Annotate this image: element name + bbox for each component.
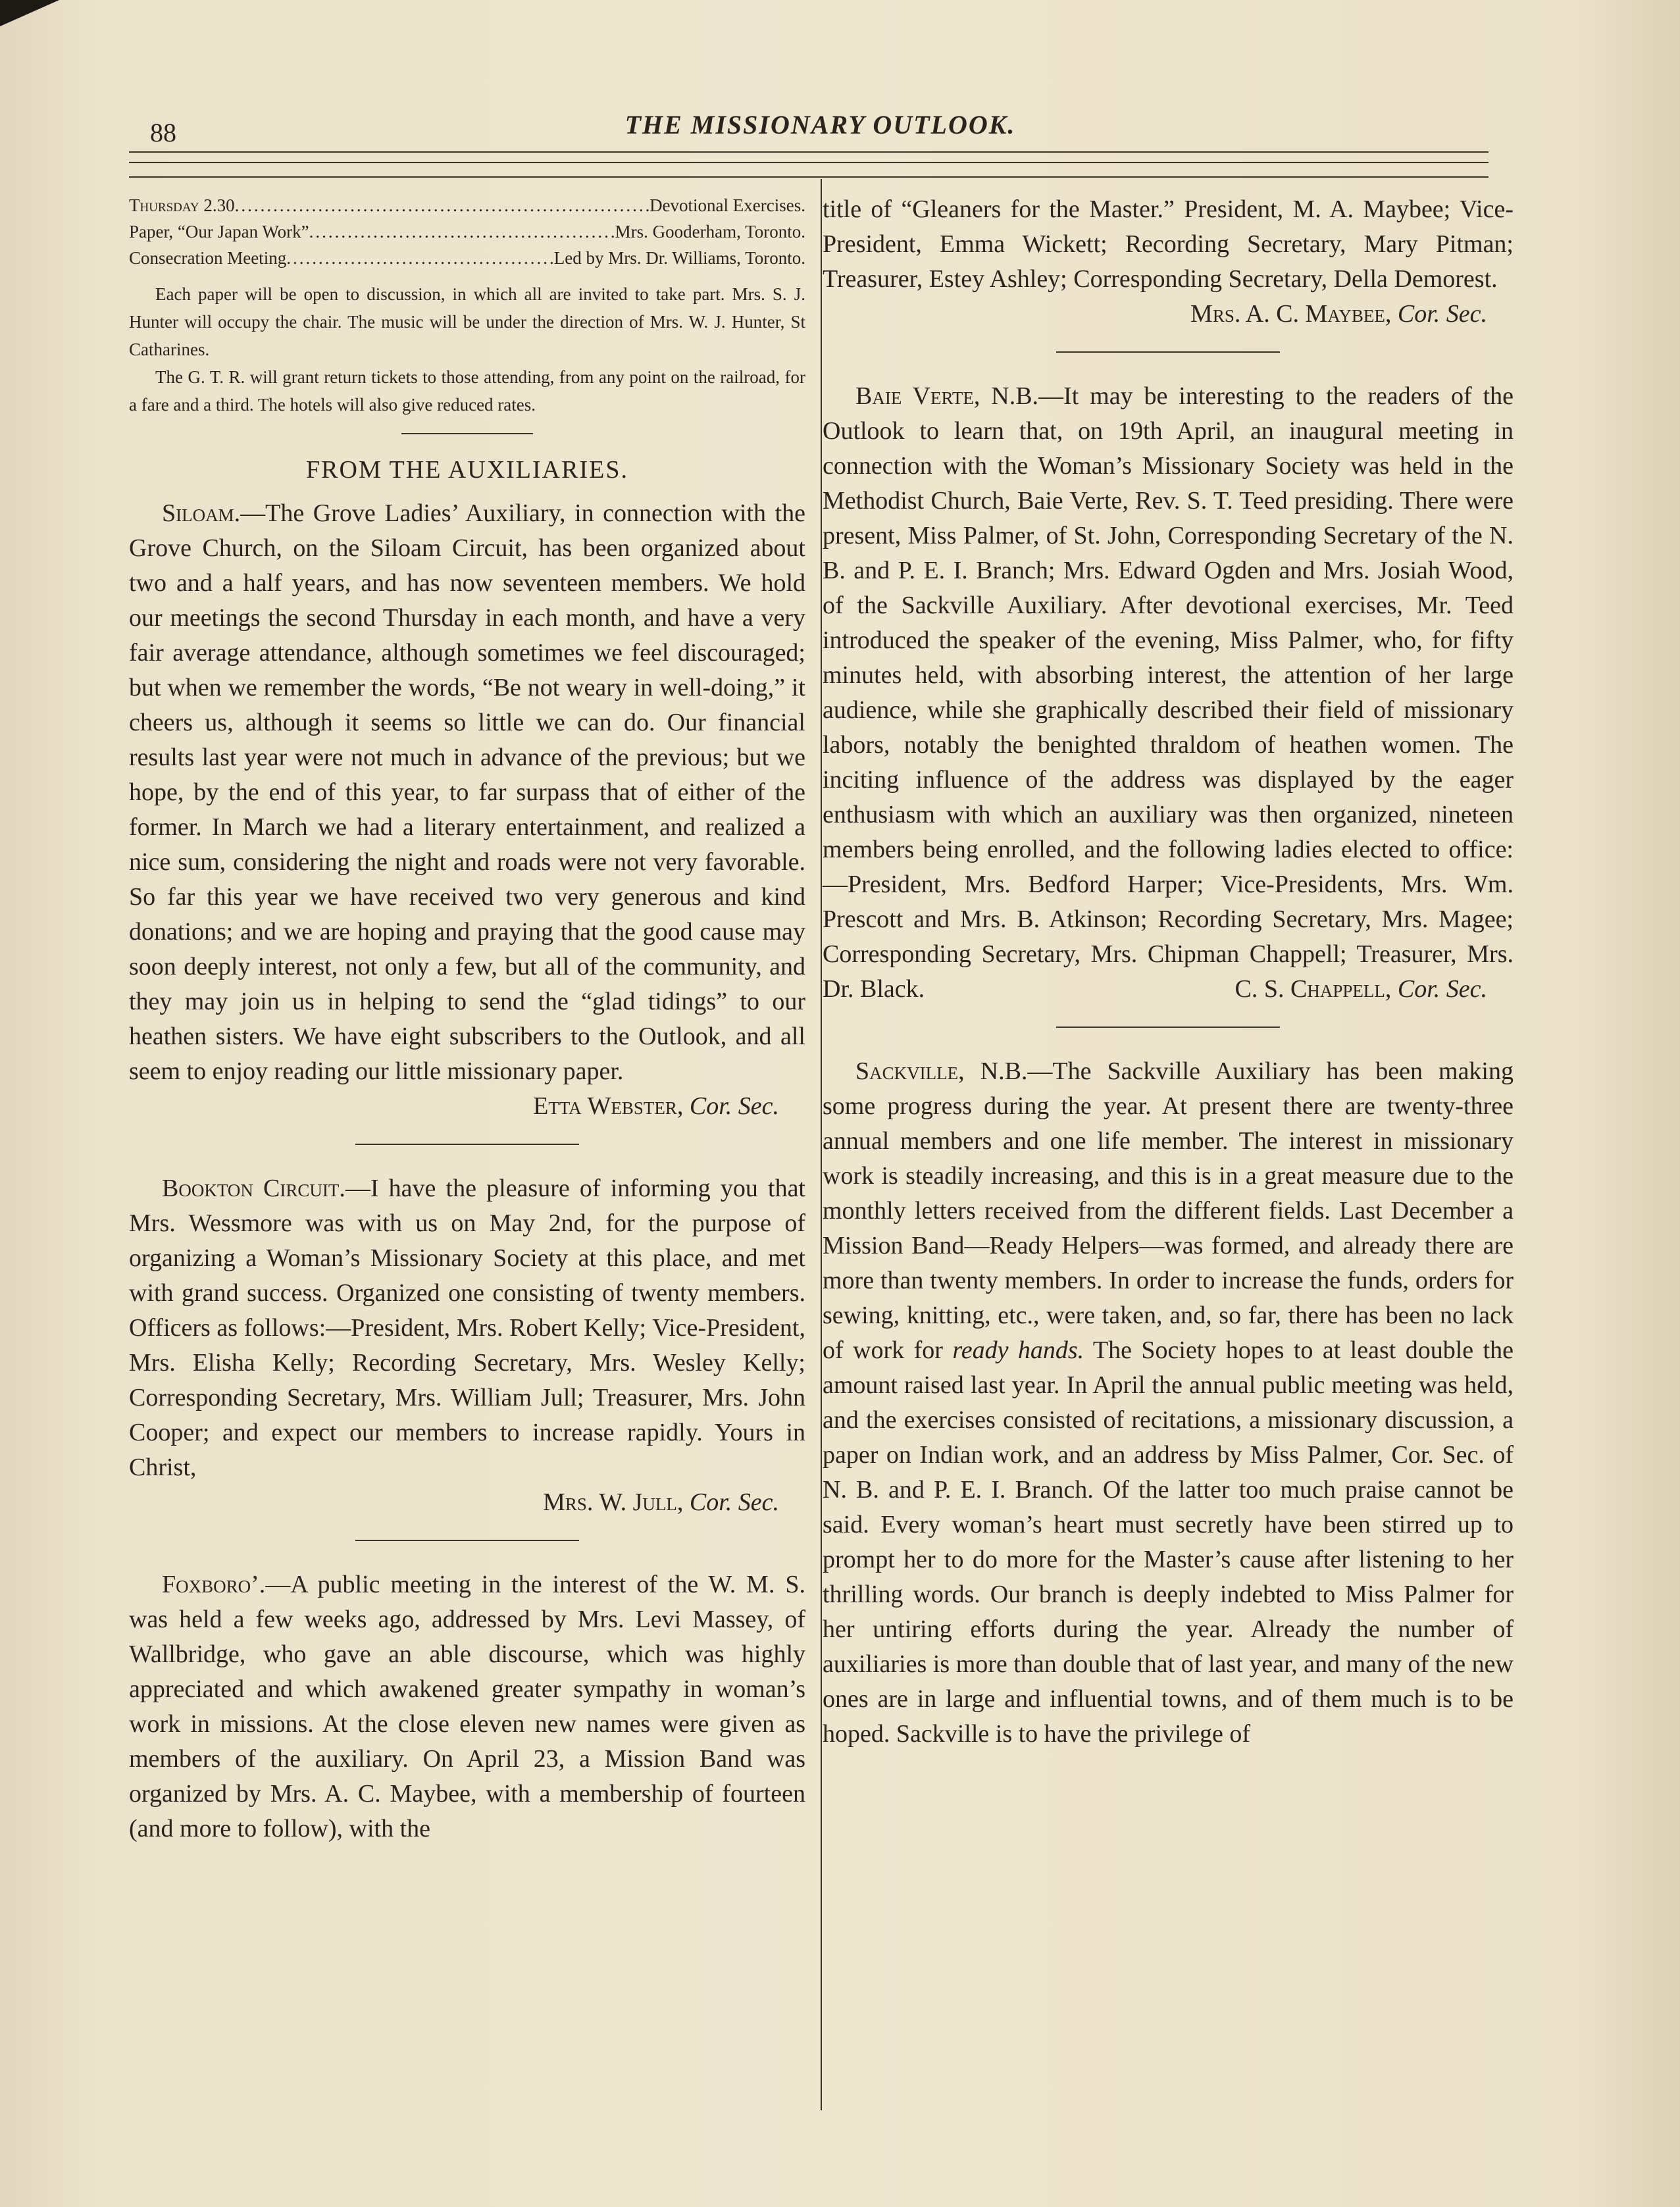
signature-title: Cor. Sec. bbox=[689, 1092, 779, 1120]
article-head: Sackville, bbox=[855, 1057, 965, 1085]
article-body: The Society hopes to at least double the amount raised last year. In April the annual public meeting was held, and the exercises consisted of recitations, a missionary discussion, a paper on Indian work, and an address by Miss Palmer, Cor. Sec. of N. B. and P. E. I. Branch. Of the latter too much praise cannot be said. Every woman’s heart must secretly have been stirred up to prompt her to do more for the Master’s cause after listening to her thrilling words. Our branch is deeply indebted to Miss Palmer for her untiring efforts during the year. Already the number of auxiliaries is more than double that of last year, and many of the new ones are in large and influential towns, and of them much is to be hoped. Sackville is to have the privilege of bbox=[823, 1336, 1514, 1748]
program-note: The G. T. R. will grant return tickets to those attending, from any point on the railroad, for a fare and a third. The hotels will also give reduced rates. bbox=[129, 367, 805, 415]
article-head: Foxboro’. bbox=[162, 1571, 266, 1598]
program-label: Paper, “Our Japan Work” bbox=[129, 222, 309, 241]
signature bbox=[1202, 972, 1514, 1007]
column-divider bbox=[821, 179, 822, 2110]
program-row bbox=[129, 192, 805, 218]
article-body: —The Grove Ladies’ Auxiliary, in connection with the Grove Church, on the Siloam Circuit, has been organized about two and a half years, and has now seventeen members. We hold our meetings the second Thursday in each month, and have a very fair average attendance, although sometimes we feel discouraged; but when we remember the words, “Be not weary in well-doing,” it cheers us, although it seems so little we can do. Our financial results last year were not much in advance of the previous; but we hope, by the end of this year, to far surpass that of either of the former. In March we had a literary entertainment, and realized a nice sum, considering the night and roads were not very favorable. So far this year we have received two very generous and kind donations; and we are hoping and praying that the good cause may soon deeply interest, not only a few, but all of the community, and they may join us in helping to send the “glad tidings” to our heathen sisters. We have eight subscribers to the Outlook, and all seem to enjoy reading our little missionary paper. bbox=[129, 499, 805, 1085]
section-title: FROM THE AUXILIARIES. bbox=[306, 456, 628, 484]
leader-dots bbox=[309, 218, 615, 245]
leader-dots bbox=[235, 192, 649, 218]
article-body-italic: ready hands. bbox=[952, 1336, 1084, 1364]
section-rule bbox=[401, 433, 533, 434]
article-body: —I have the pleasure of informing you that Mrs. Wessmore was with us on May 2nd, for the purpose of organizing a Woman’s Missionary Society at this place, and met with grand success. Organized one consisting of twenty members. Officers as follows:—President, Mrs. Robert Kelly; Vice-President, Mrs. Elisha Kelly; Recording Secretary, Mrs. Wesley Kelly; Corresponding Secretary, Mrs. William Jull; Treasurer, Mrs. John Cooper; and expect our members to increase rapidly. Yours in Christ, bbox=[129, 1175, 805, 1481]
article-baie-verte bbox=[823, 379, 1514, 1007]
signature-title: Cor. Sec. bbox=[1397, 975, 1487, 1003]
signature bbox=[500, 1089, 805, 1124]
signature-title: Cor. Sec. bbox=[689, 1488, 779, 1516]
page-number: 88 bbox=[150, 118, 176, 147]
article-rule bbox=[1056, 1027, 1280, 1028]
article-body: —A public meeting in the interest of the W. M. S. was held a few weeks ago, addressed by Mrs. Levi Massey, of Wallbridge, who gave an able discourse, which was highly appreciated and which awakened greater sympathy in woman’s work in missions. At the close eleven new names were given as members of the auxiliary. On April 23, a Mission Band was organized by Mrs. A. C. Maybee, with a membership of fourteen (and more to follow), with the bbox=[129, 1571, 805, 1842]
article-siloam bbox=[129, 496, 805, 1120]
signature-title: Cor. Sec. bbox=[1397, 300, 1487, 328]
signature-name: Etta Webster, bbox=[533, 1092, 684, 1120]
torn-corner bbox=[0, 0, 59, 26]
program-list bbox=[129, 192, 805, 271]
article-rule bbox=[355, 1144, 579, 1145]
article-body: N.B.—It may be interesting to the readers of the Outlook to learn that, on 19th April, an inaugural meeting in connection with the Woman’s Missionary Society was held in the Methodist Church, Baie Verte, Rev. S. T. Teed presiding. There were present, Miss Palmer, of St. John, Corresponding Secretary of the N. B. and P. E. I. Branch; Mrs. Edward Ogden and Mrs. Josiah Wood, of the Sackville Auxiliary. After devotional exercises, Mr. Teed introduced the speaker of the evening, Miss Palmer, who, for fifty minutes held, with absorbing interest, the attention of her large audience, while she graphically described their field of missionary labors, notably the benighted thraldom of heathen women. The inciting influence of the address was displayed by the eager enthusiasm with which an auxiliary was then organized, nineteen members being enrolled, and the following ladies elected to office:—President, Mrs. Bedford Harper; Vice-Presidents, Mrs. Wm. Prescott and Mrs. B. Atkinson; Recording Secretary, Mrs. Magee; Corresponding Secretary, Mrs. Chipman Chappell; Treasurer, Mrs. Dr. Black. bbox=[823, 382, 1514, 1003]
article-body: title of “Gleaners for the Master.” President, M. A. Maybee; Vice-President, Emma Wickett; Recording Secretary, Mary Pitman; Treasurer, Estey Ashley; Corresponding Secretary, Della Demorest. bbox=[823, 195, 1514, 293]
header-rule bbox=[129, 151, 1489, 153]
article-body: N.B.—The Sackville Auxiliary has been making some progress during the year. At present there are twenty-three annual members and one life member. The interest in missionary work is steadily increasing, and this is in a great measure due to the monthly letters received from the different fields. Last December a Mission Band—Ready Helpers—was formed, and already there are more than twenty members. In order to increase the funds, orders for sewing, knitting, etc., were taken, and, so far, there has been no lack of work for bbox=[823, 1057, 1514, 1364]
signature bbox=[129, 1485, 805, 1520]
article-foxboro bbox=[129, 1567, 805, 1846]
leader-dots bbox=[286, 245, 554, 271]
right-column bbox=[823, 192, 1514, 1752]
program-row bbox=[129, 218, 805, 245]
article-sackville bbox=[823, 1054, 1514, 1752]
program-note: Each paper will be open to discussion, in which all are invited to take part. Mrs. S. J. Hunter will occupy the chair. The music will be under the direction of Mrs. W. J. Hunter, St Catharines. bbox=[129, 284, 805, 359]
program-value: Led by Mrs. Dr. Williams, Toronto. bbox=[553, 248, 805, 268]
signature-name: Mrs. W. Jull, bbox=[543, 1488, 684, 1516]
running-head: THE MISSIONARY OUTLOOK. bbox=[624, 110, 1016, 140]
program-label: Thursday 2.30 bbox=[129, 195, 235, 215]
program-label: Consecration Meeting bbox=[129, 248, 287, 268]
article-foxboro-continued bbox=[823, 192, 1514, 297]
article-head: Baie Verte, bbox=[855, 382, 980, 410]
article-bookton bbox=[129, 1171, 805, 1485]
article-rule bbox=[355, 1540, 579, 1541]
signature-name: C. S. Chappell, bbox=[1235, 975, 1392, 1003]
signature-name: Mrs. A. C. Maybee, bbox=[1190, 300, 1392, 328]
article-head: Bookton Circuit. bbox=[162, 1175, 345, 1202]
header-rule bbox=[129, 176, 1489, 178]
signature bbox=[823, 297, 1514, 332]
left-column bbox=[129, 192, 805, 1846]
program-row bbox=[129, 245, 805, 271]
article-head: Siloam. bbox=[162, 499, 241, 527]
header-rule bbox=[129, 162, 1489, 163]
program-value: Mrs. Gooderham, Toronto. bbox=[615, 222, 805, 241]
program-value: Devotional Exercises. bbox=[649, 195, 805, 215]
article-rule bbox=[1056, 351, 1280, 353]
